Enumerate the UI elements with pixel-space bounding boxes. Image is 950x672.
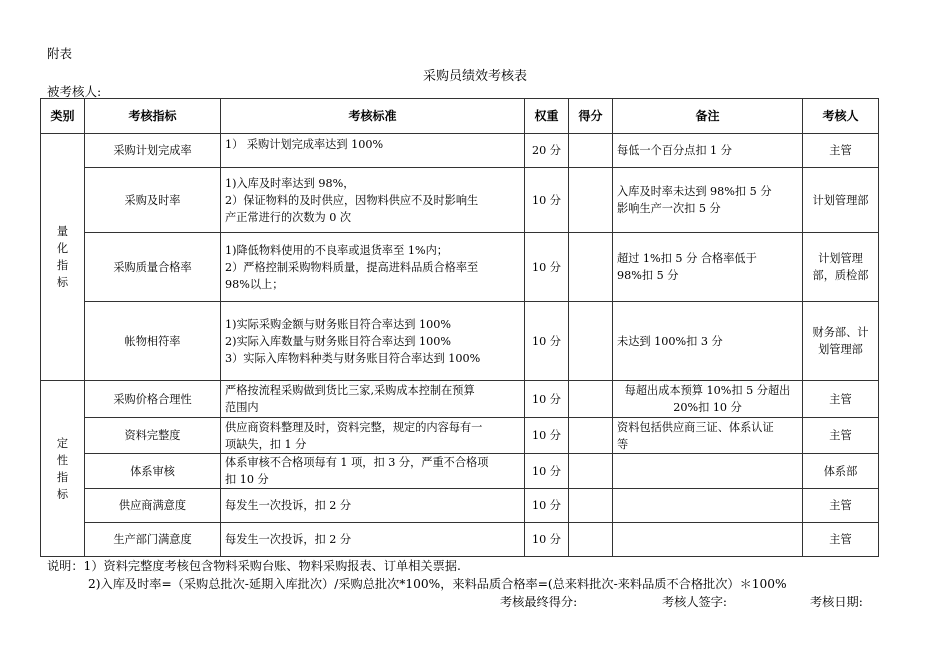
assessor-cell [803,489,879,523]
table-row [41,454,879,489]
standard-cell [221,168,525,233]
standard-line: 供应商资料整理及时，资料完整，规定的内容每有一 [225,420,483,434]
remark-line: 入库及时率未达到 98%扣 5 分 [617,185,772,198]
assessment-table [40,98,879,557]
table-row [41,418,879,454]
standard-cell [221,233,525,302]
notes-line-2: 2)入库及时率=（采购总批次-延期入库批次）/采购总批次*100%，来料品质合格率=(总来料批次-来料品质不合格批次）＊100% [88,577,787,591]
standard-line: 1)入库及时率达到 98%， [225,176,355,190]
score-cell[interactable] [569,302,613,381]
assessor-line: 主管 [829,429,852,442]
indicator-cell: 采购价格合理性 [85,381,221,418]
standard-line: 每发生一次投诉，扣 2 分 [225,533,352,546]
assessor-line: 计划管理 [818,252,863,265]
standard-line: 项缺失，扣 1 分 [225,437,307,451]
assessor-line: 部，质检部 [812,269,869,282]
remark-cell [613,168,803,233]
standard-line: 体系审核不合格项每有 1 项，扣 3 分，严重不合格项 [225,456,489,469]
score-cell[interactable] [569,523,613,557]
page-title: 采购员绩效考核表 [422,69,527,84]
standard-line: 严格按流程采购做到货比三家,采购成本控制在预算 [225,384,475,397]
header-weight: 权重 [525,99,569,134]
weight-cell: 10 分 [525,489,569,523]
assessor-line: 主管 [829,392,852,406]
header-score: 得分 [569,99,613,134]
standard-cell [221,134,525,168]
remark-line: 等 [617,437,629,451]
weight-cell: 10 分 [525,168,569,233]
remark-cell [613,134,803,168]
remark-line: 每低一个百分点扣 1 分 [617,144,732,157]
table-row [41,134,879,168]
indicator-cell: 采购计划完成率 [85,134,221,168]
category-qualitative [41,381,85,557]
standard-line: 1)降低物料使用的不良率或退货率至 1%内； [225,243,448,257]
assessor-cell [803,418,879,454]
remark-line: 98%扣 5 分 [617,269,679,282]
assessor-cell [803,134,879,168]
appendix-label: 附表 [47,46,73,61]
weight-cell: 10 分 [525,454,569,489]
indicator-cell: 采购及时率 [85,168,221,233]
assessor-line: 体系部 [823,464,858,478]
notes-line-1: 说明：1）资料完整度考核包含物料采购台账、物料采购报表、订单相关票据. [47,559,461,573]
indicator-cell: 供应商满意度 [85,489,221,523]
table-row [41,489,879,523]
indicator-cell: 采购质量合格率 [85,233,221,302]
assessor-cell [803,454,879,489]
indicator-cell: 生产部门满意度 [85,523,221,557]
table-header-row [41,99,879,134]
assessor-line: 划管理部 [818,343,863,356]
assessor-line: 主管 [829,144,852,157]
indicator-cell: 体系审核 [85,454,221,489]
weight-cell: 10 分 [525,233,569,302]
header-category: 类别 [41,99,85,134]
score-cell[interactable] [569,134,613,168]
standard-line: 98%以上； [225,277,284,291]
standard-cell [221,454,525,489]
standard-line: 每发生一次投诉，扣 2 分 [225,499,352,512]
assessor-signature-label: 考核人签字: [662,595,728,609]
remark-line: 超过 1%扣 5 分 合格率低于 [617,252,757,265]
standard-cell [221,381,525,418]
standard-cell [221,489,525,523]
remark-cell [613,523,803,557]
indicator-cell: 帐物相符率 [85,302,221,381]
score-cell[interactable] [569,489,613,523]
final-score-label: 考核最终得分: [500,595,578,609]
table-row [41,302,879,381]
remark-cell [613,454,803,489]
remark-line: 20%扣 10 分 [673,401,742,414]
table-row [41,233,879,302]
header-remark: 备注 [613,99,803,134]
assessor-cell [803,168,879,233]
standard-line: 2)实际入库数量与财务账目符合率达到 100% [225,334,452,348]
weight-cell: 10 分 [525,418,569,454]
category-label: 量化指标 [56,225,69,289]
assessor-line: 计划管理部 [812,193,869,207]
standard-line: 扣 10 分 [225,473,269,486]
examinee-label: 被考核人: [47,84,102,99]
standard-line: 3）实际入库物料种类与财务账目符合率达到 100% [225,351,481,365]
remark-cell [613,381,803,418]
standard-cell [221,523,525,557]
weight-cell: 10 分 [525,302,569,381]
table-row [41,381,879,418]
standard-line: 2）保证物料的及时供应，因物料供应不及时影响生 [225,193,479,207]
standard-line: 1)实际采购金额与财务账目符合率达到 100% [225,317,452,331]
standard-cell [221,302,525,381]
standard-line: 产正常进行的次数为 0 次 [225,210,352,224]
assessor-line: 主管 [829,499,852,512]
assessor-cell [803,381,879,418]
category-label: 定性指标 [56,436,69,501]
score-cell[interactable] [569,233,613,302]
remark-line: 资料包括供应商三证、体系认证 [617,420,774,434]
assessor-line: 主管 [829,533,852,546]
score-cell[interactable] [569,168,613,233]
remark-cell [613,418,803,454]
remark-line: 影响生产一次扣 5 分 [617,202,721,215]
standard-line: 范围内 [225,401,259,414]
remark-line: 每超出成本预算 10%扣 5 分超出 [624,384,791,397]
score-cell[interactable] [569,454,613,489]
assessor-cell [803,302,879,381]
header-standard: 考核标准 [221,99,525,134]
weight-cell: 10 分 [525,523,569,557]
remark-cell [613,233,803,302]
table-row [41,168,879,233]
standard-line: 1） 采购计划完成率达到 100% [225,138,384,151]
header-indicator: 考核指标 [85,99,221,134]
score-cell[interactable] [569,381,613,418]
weight-cell: 20 分 [525,134,569,168]
remark-line: 未达到 100%扣 3 分 [617,334,723,348]
assessor-line: 财务部、计 [812,326,869,339]
indicator-cell: 资料完整度 [85,418,221,454]
score-cell[interactable] [569,418,613,454]
weight-cell: 10 分 [525,381,569,418]
assessment-date-label: 考核日期: [810,595,863,609]
remark-cell [613,489,803,523]
assessor-cell [803,233,879,302]
assessor-cell [803,523,879,557]
table-row [41,523,879,557]
remark-cell [613,302,803,381]
standard-line: 2）严格控制采购物料质量，提高进料品质合格率至 [225,260,479,274]
header-assessor: 考核人 [803,99,879,134]
standard-cell [221,418,525,454]
category-quantitative [41,134,85,381]
